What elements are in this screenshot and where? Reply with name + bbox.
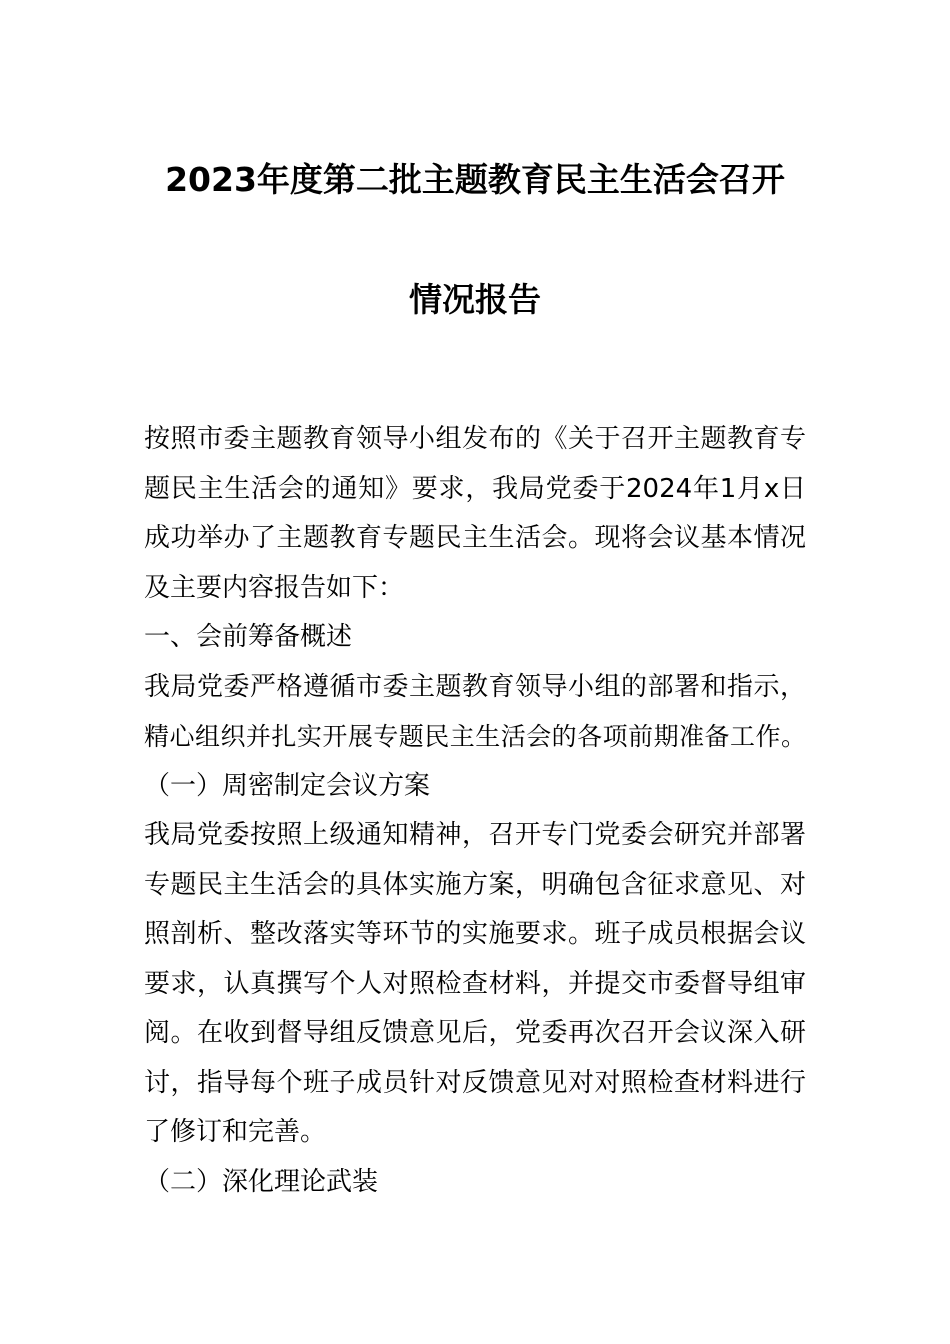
subsection-heading-2: （二）深化理论武装	[144, 1166, 379, 1197]
document-title-line-2: 情况报告	[409, 280, 541, 319]
body-line-1: 按照市委主题教育领导小组发布的《关于召开主题教育专	[144, 424, 806, 454]
body-line-13: 阅。在收到督导组反馈意见后，党委再次召开会议深入研	[144, 1018, 806, 1048]
document-body	[144, 415, 806, 1207]
section-heading-1: 一、会前筹备概述	[144, 622, 353, 652]
body-line-2: 题民主生活会的通知》要求，我局党委于2024年1月x日	[144, 473, 806, 504]
body-line-3: 成功举办了主题教育专题民主生活会。现将会议基本情况	[144, 523, 806, 553]
body-line-6: 我局党委严格遵循市委主题教育领导小组的部署和指示，	[144, 671, 806, 702]
body-line-9: 我局党委按照上级通知精神，召开专门党委会研究并部署	[144, 820, 806, 850]
body-line-12: 要求，认真撰写个人对照检查材料，并提交市委督导组审	[144, 968, 806, 999]
body-line-14: 讨，指导每个班子成员针对反馈意见对对照检查材料进行	[144, 1067, 806, 1098]
body-line-15: 了修订和完善。	[144, 1117, 327, 1147]
body-line-4: 及主要内容报告如下：	[144, 572, 405, 603]
body-line-10: 专题民主生活会的具体实施方案，明确包含征求意见、对	[144, 869, 806, 900]
body-line-11: 照剖析、整改落实等环节的实施要求。班子成员根据会议	[144, 919, 806, 949]
subsection-heading-1: （一）周密制定会议方案	[144, 770, 431, 801]
document-title-line-1: 2023年度第二批主题教育民主生活会召开	[165, 160, 785, 199]
body-line-7: 精心组织并扎实开展专题民主生活会的各项前期准备工作。	[144, 722, 806, 751]
